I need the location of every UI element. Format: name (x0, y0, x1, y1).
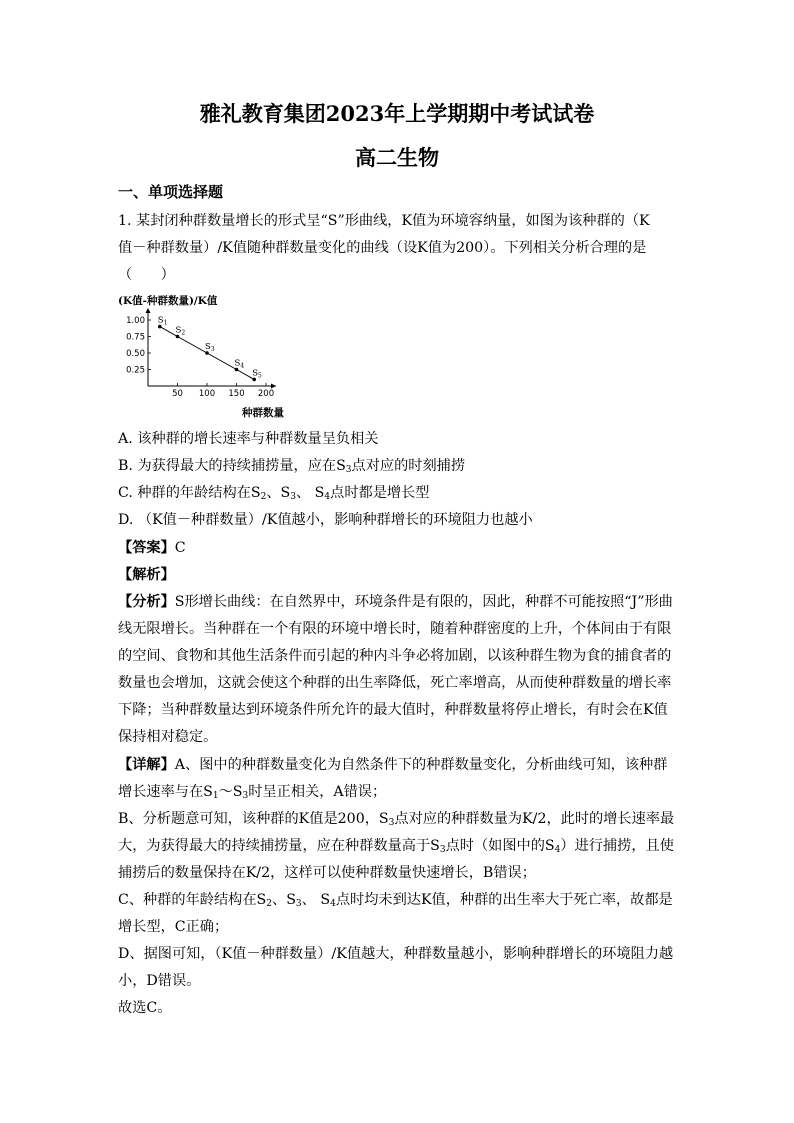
section-heading: 一、单项选择题 (118, 183, 224, 201)
chart-ylabel: (K值-种群数量)/K值 (118, 295, 218, 307)
fenxi-line-4: 数量也会增加，这就会使这个种群的出生率降低，死亡率增高，从而使种群数量的增长率 (118, 675, 672, 691)
y-tick-label: 0.75 (126, 332, 145, 343)
point-label: $S_5$ (252, 368, 262, 380)
point-label: $S_1$ (157, 315, 168, 327)
xiangjie-line-10: 故选C。 (118, 1000, 172, 1016)
y-axis-arrow (146, 308, 151, 313)
y-tick-label: 0.50 (126, 349, 145, 359)
question-stem-line-1: 1. 某封闭种群数量增长的形式呈“S”形曲线，K值为环境容纳量，如图为该种群的（K (118, 213, 650, 229)
xiangjie-line-1: 【详解】A、图中的种群数量变化为自然条件下的种群数量变化，分析曲线可知，该种群 (118, 757, 668, 773)
answer-tag: 【答案】 (118, 540, 175, 556)
question-stem-line-2: 值－种群数量）/K值随种群数量变化的曲线（设K值为200）。下列相关分析合理的是 (118, 240, 647, 256)
option-a: A. 该种群的增长速率与种群数量呈负相关 (118, 431, 379, 447)
xiangjie-line-4: 大，为获得最大的持续捕捞量，应在种群数量高于$S_3$点时（如图中的$S_4$）进行捕捞，且使 (118, 838, 674, 855)
option-d: D. （K值－种群数量）/K值越小，影响种群增长的环境阻力也越小 (118, 512, 533, 528)
answer-value: C (174, 540, 186, 556)
answer-line (118, 539, 186, 557)
y-tick-label: 0.25 (126, 365, 145, 376)
option-c: C. 种群的年龄结构在$S_2$、$S_3$、 $S_4$点时都是增长型 (118, 485, 430, 502)
fenxi-line-6: 保持相对稳定。 (118, 729, 218, 745)
xiangjie-line-5: 捕捞后的数量保持在K/2，这样可以使种群数量快速增长，B错误； (118, 865, 536, 881)
exam-subject: 高二生物 (355, 145, 439, 170)
fenxi-line-2: 线无限增长。当种群在一个有限的环境中增长时，随着种群密度的上升，个体间由于有限 (118, 621, 672, 637)
y-tick-label: 1.00 (126, 316, 145, 326)
x-tick-label: 150 (228, 389, 245, 399)
xiangjie-line-9: 小，D错误。 (118, 973, 201, 989)
xiangjie-line-3: B、分析题意可知，该种群的K值是200，$S_3$点对应的种群数量为K/2，此时的增长速率最 (118, 811, 675, 828)
option-b: B. 为获得最大的持续捕捞量，应在$S_3$点对应的时刻捕捞 (118, 458, 466, 475)
fenxi-line-3: 的空间、食物和其他生活条件而引起的种内斗争必将加剧，以该种群生物为食的捕食者的 (118, 648, 672, 664)
x-tick-label: 100 (198, 389, 216, 399)
xiangjie-line-8: D、据图可知，（K值－种群数量）/K值越大，种群数量越小，影响种群增长的环境阻力越 (118, 946, 674, 962)
x-axis-arrow (271, 384, 276, 389)
fenxi-line-1: 【分析】S形增长曲线：在自然界中，环境条件是有限的，因此，种群不可能按照“J”形曲 (118, 594, 673, 610)
fenxi-line-5: 下降；当种群数量达到环境条件所允许的最大值时，种群数量将停止增长，有时会在K值 (118, 702, 668, 718)
analysis-tag: 【解析】 (118, 567, 175, 583)
question-stem-line-3: （ ） (118, 267, 175, 283)
point-label: $S_4$ (234, 358, 245, 370)
x-tick-label: 50 (172, 389, 183, 399)
x-tick-label: 200 (257, 389, 275, 399)
chart-marks (158, 316, 262, 382)
exam-title: 雅礼教育集团2023年上学期期中考试试卷 (199, 101, 595, 126)
population-chart (118, 294, 288, 420)
chart-xlabel: 种群数量 (242, 407, 284, 419)
point-label: $S_2$ (175, 325, 186, 337)
xiangjie-line-2: 增长速率与在$S_1\sim S_3$时呈正相关，A错误； (118, 784, 387, 801)
xiangjie-line-7: 增长型，C正确； (118, 919, 229, 935)
xiangjie-line-6: C、种群的年龄结构在$S_2$、$S_3$、 $S_4$点时均未到达K值，种群的出生率大于死亡率，故都是 (118, 892, 673, 909)
point-label: $S_3$ (205, 342, 215, 353)
